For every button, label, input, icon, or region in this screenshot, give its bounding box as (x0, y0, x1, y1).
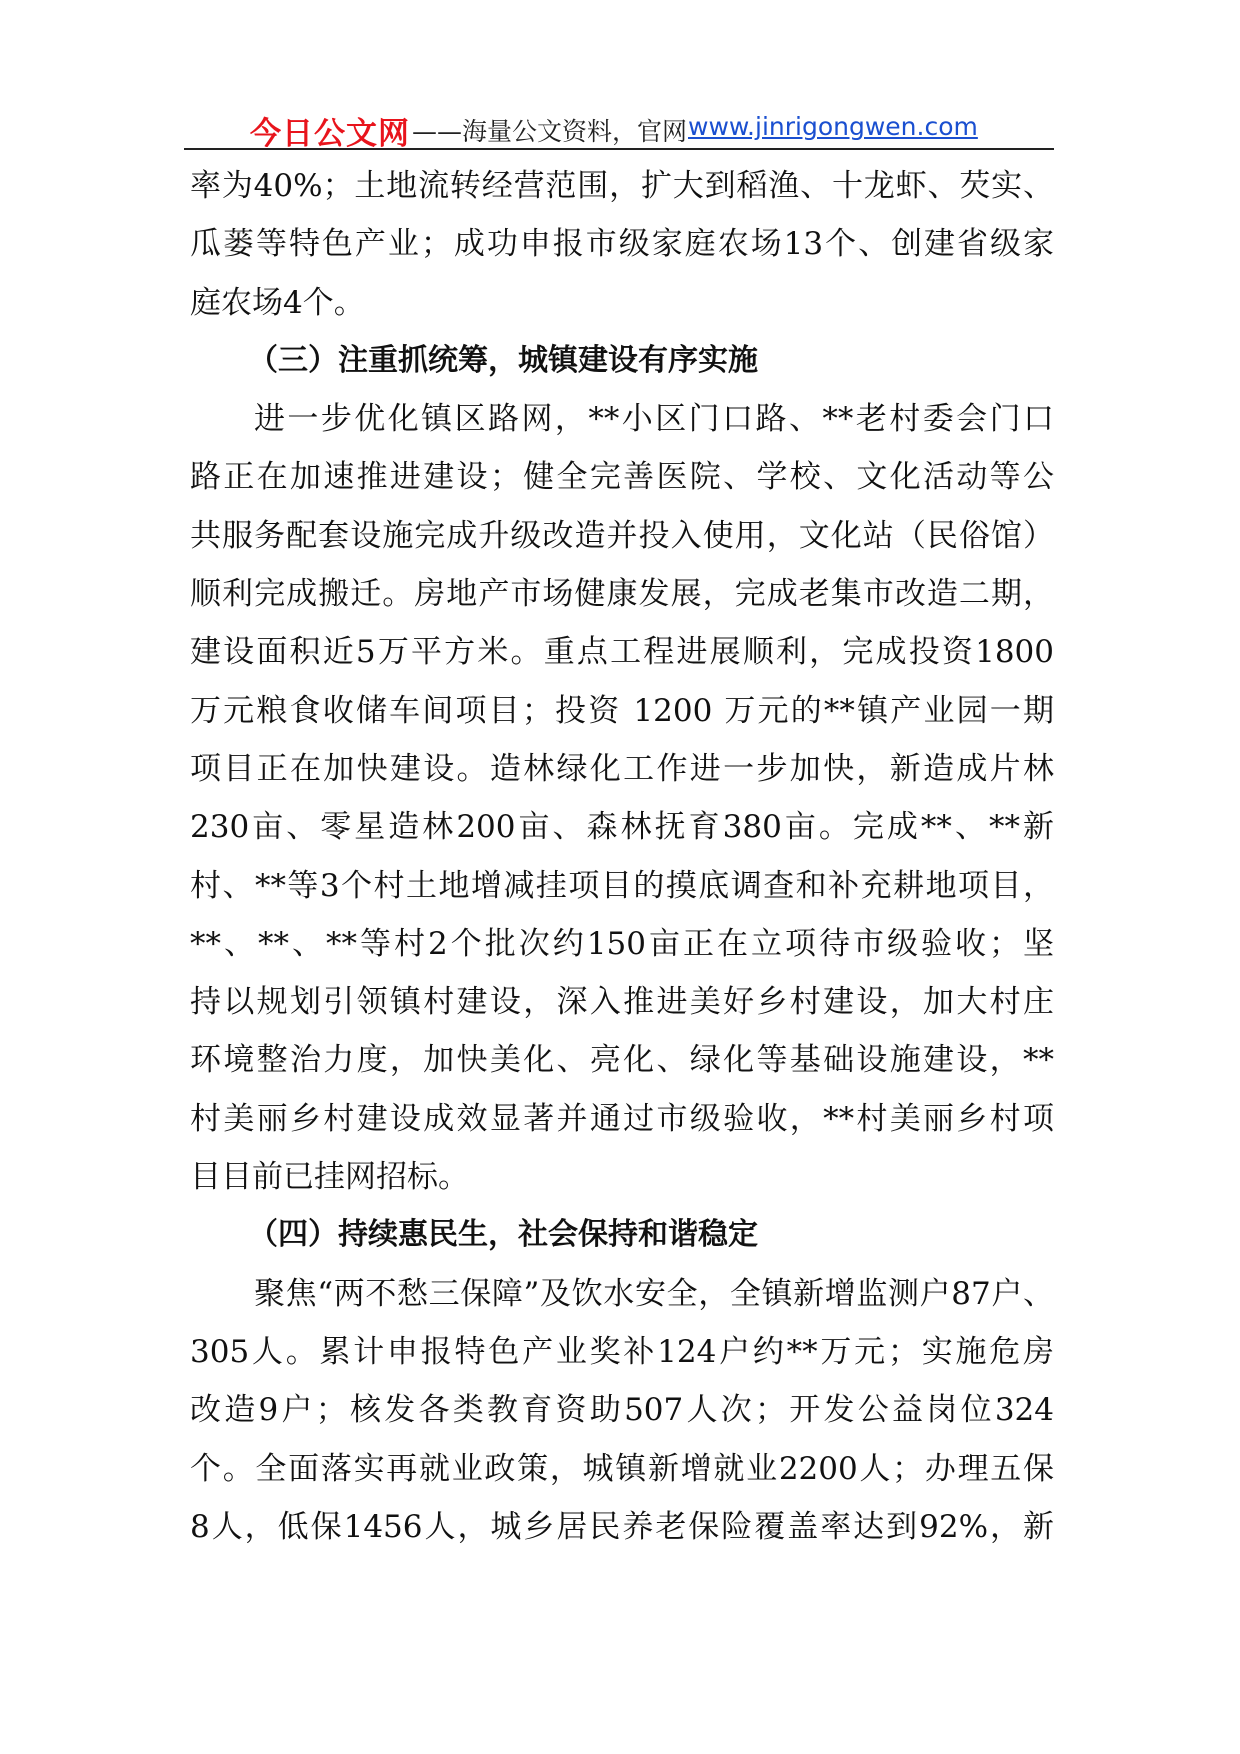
paragraph-line: 共服务配套设施完成升级改造并投入使用，文化站（民俗馆） (190, 517, 1054, 554)
paragraph-line: 聚焦“两不愁三保障”及饮水安全，全镇新增监测户87户、 (254, 1275, 1054, 1312)
paragraph-line: 持以规划引领镇村建设，深入推进美好乡村建设，加大村庄 (190, 984, 1054, 1021)
paragraph-line: 村、**等3个村土地增减挂项目的摸底调查和补充耕地项目， (190, 867, 1054, 904)
paragraph-line: 进一步优化镇区路网，**小区门口路、**老村委会门口 (254, 401, 1054, 438)
brand-name: 今日公文网 (250, 116, 410, 152)
paragraph-line: 环境整治力度，加快美化、亮化、绿化等基础设施建设，** (190, 1042, 1054, 1079)
paragraph-line: 瓜蒌等特色产业；成功申报市级家庭农场13个、创建省级家 (190, 226, 1054, 263)
page-header (184, 106, 1054, 150)
paragraph-line: **、**、**等村2个批次约150亩正在立项待市级验收；坚 (190, 925, 1054, 962)
paragraph-line: 个。全面落实再就业政策，城镇新增就业2200人；办理五保 (190, 1450, 1054, 1487)
section-heading: （四）持续惠民生，社会保持和谐稳定 (248, 1217, 758, 1253)
paragraph-line: 万元粮食收储车间项目；投资 1200 万元的**镇产业园一期 (190, 692, 1054, 729)
website-link[interactable]: www.jinrigongwen.com (688, 112, 978, 141)
section-heading: （三）注重抓统筹，城镇建设有序实施 (248, 342, 758, 378)
paragraph-line: 率为40%；土地流转经营范围，扩大到稻渔、十龙虾、芡实、 (190, 168, 1054, 204)
paragraph-line: 建设面积近5万平方米。重点工程进展顺利，完成投资1800 (190, 634, 1054, 671)
paragraph-line: 庭农场4个。 (190, 284, 365, 321)
document-body (190, 157, 1054, 1556)
paragraph-line: 路正在加速推进建设；健全完善医院、学校、文化活动等公 (190, 459, 1054, 496)
paragraph-line: 改造9户；核发各类教育资助507人次；开发公益岗位324 (190, 1392, 1054, 1429)
paragraph-line: 305人。累计申报特色产业奖补124户约**万元；实施危房 (190, 1333, 1054, 1370)
paragraph-line: 目目前已挂网招标。 (190, 1159, 469, 1196)
paragraph-line: 村美丽乡村建设成效显著并通过市级验收，**村美丽乡村项 (190, 1100, 1054, 1137)
paragraph-line: 顺利完成搬迁。房地产市场健康发展，完成老集市改造二期， (190, 576, 1054, 613)
paragraph-line: 230亩、零星造林200亩、森林抚育380亩。完成**、**新 (190, 809, 1054, 846)
header-tagline: ——海量公文资料，官网 (412, 117, 688, 146)
paragraph-line: 8人，低保1456人，城乡居民养老保险覆盖率达到92%，新 (190, 1508, 1054, 1545)
paragraph-line: 项目正在加快建设。造林绿化工作进一步加快，新造成片林 (190, 750, 1054, 787)
